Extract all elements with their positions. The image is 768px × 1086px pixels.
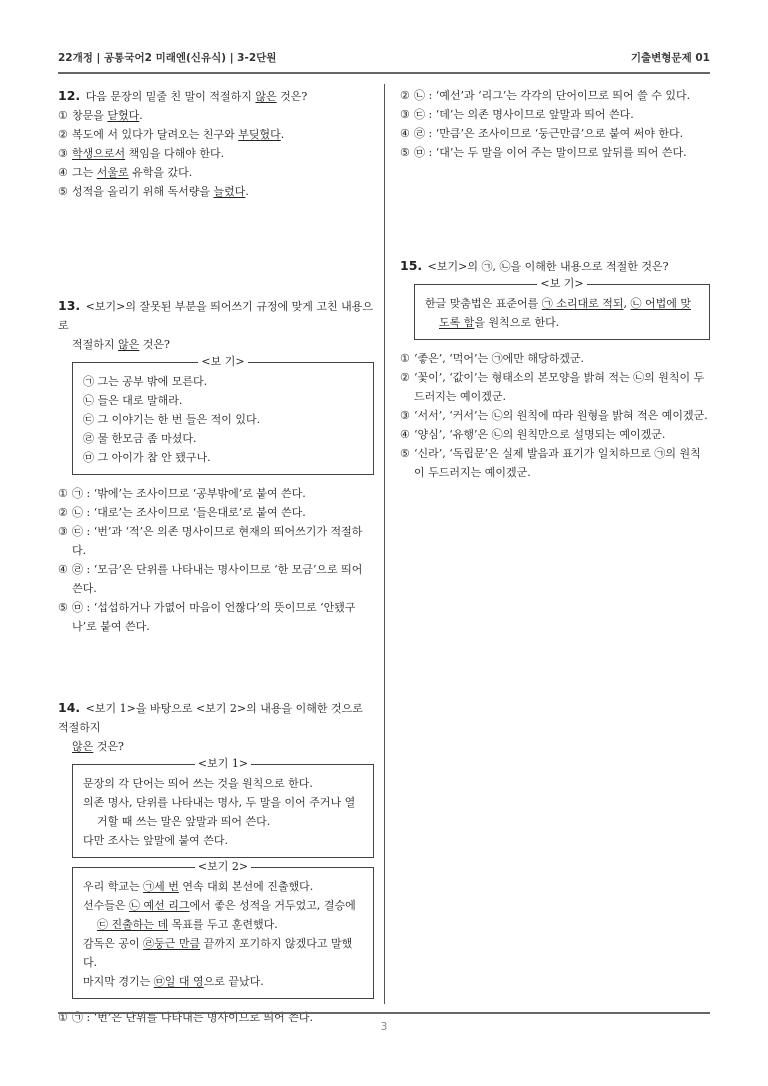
- option-marker: ④: [400, 428, 410, 441]
- box-line: 의존 명사, 단위를 나타내는 명사, 두 말을 이어 주거나 열거할 때 쓰는 말은 앞말과 띄어 쓴다.: [83, 796, 356, 828]
- question-number: 15.: [400, 258, 423, 273]
- underlined-expression: ㉡ 예선 리그: [129, 899, 190, 912]
- option-text: ‘좋은’, ‘먹어’는 ㉠에만 해당하겠군.: [414, 352, 584, 365]
- option-text: ‘서서’, ‘커서’는 ㉡의 원칙에 따라 원형을 밝혀 적은 예이겠군.: [414, 409, 708, 422]
- stem-emphasis: 않은: [72, 740, 94, 753]
- option-marker: ②: [400, 89, 410, 102]
- box-caption: <보기 2>: [73, 859, 373, 875]
- option-text: ㉡ : ‘대로’는 조사이므로 ‘들은대로’로 붙여 쓴다.: [72, 506, 306, 519]
- option-marker: ④: [400, 127, 410, 140]
- option-marker: ①: [58, 487, 68, 500]
- option-text: ㉣ : ‘모금’은 단위를 나타내는 명사이므로 ‘한 모금’으로 띄어 쓴다.: [72, 563, 363, 595]
- header-course-info: 22개정 | 공통국어2 미래엔(신유식) | 3-2단원: [58, 52, 277, 64]
- stem-emphasis: 않은: [255, 90, 277, 103]
- stem-text: <보기>의 잘못된 부분을 띄어쓰기 규정에 맞게 고친 내용으로: [58, 300, 373, 332]
- option-marker: ⑤: [58, 601, 68, 614]
- option-marker: ②: [400, 371, 410, 384]
- question-14-continued: [400, 86, 710, 162]
- option-marker: ①: [58, 1011, 68, 1024]
- option-text: ㉣ : ‘만큼’은 조사이므로 ‘둥근만큼’으로 붙여 써야 한다.: [414, 127, 684, 140]
- option-marker: ①: [400, 352, 410, 365]
- answer-option-5[interactable]: [400, 143, 710, 162]
- option-marker: ③: [58, 525, 68, 538]
- answer-option-4[interactable]: [58, 163, 374, 182]
- column-divider: [384, 84, 385, 1004]
- option-text: 창문을: [72, 109, 108, 122]
- question-13: [58, 296, 374, 636]
- question-number: 13.: [58, 298, 81, 313]
- option-text: ㉢ : ‘데’는 의존 명사이므로 앞말과 띄어 쓴다.: [414, 108, 634, 121]
- option-text: ㉢ : ‘번’과 ‘적’은 의존 명사이므로 현재의 띄어쓰기가 적절하다.: [72, 525, 363, 557]
- option-text: .: [280, 128, 285, 141]
- question-13-stem-cont: [58, 335, 374, 354]
- option-text: 그는: [72, 166, 97, 179]
- option-text: ㉤ : ‘대’는 두 말을 이어 주는 말이므로 앞뒤를 띄어 쓴다.: [414, 146, 687, 159]
- box-line: 다만 조사는 앞말에 붙여 쓴다.: [83, 834, 228, 847]
- option-marker: ②: [58, 128, 68, 141]
- answer-option-4[interactable]: [400, 124, 710, 143]
- stem-text: <보기>의 ㉠, ㉡을 이해한 내용으로 적절한 것은?: [427, 260, 669, 273]
- box-line: 문장의 각 단어는 띄어 쓰는 것을 원칙으로 한다.: [83, 777, 313, 790]
- page-number: 3: [380, 1020, 388, 1033]
- box-line: 선수들은 ㉡ 예선 리그에서 좋은 성적을 거두었고, 결승에 ㉢ 진출하는 데 목표를 두고 훈련했다.: [83, 899, 356, 931]
- question-14-stem-cont: [58, 737, 374, 756]
- answer-option-2[interactable]: [58, 125, 374, 144]
- answer-option-3[interactable]: [58, 144, 374, 163]
- stem-text: 것은?: [139, 338, 170, 351]
- box-item: ㉣ 물 한모금 좀 마셨다.: [83, 432, 197, 445]
- stem-emphasis: 않은: [118, 338, 140, 351]
- option-marker: ③: [400, 108, 410, 121]
- box-line: 한글 맞춤법은 표준어를 ㉠ 소리대로 적되, ㉡ 어법에 맞도록 함을 원칙으로 한다.: [425, 297, 691, 329]
- underlined-expression: ㉤일 대 영: [153, 975, 204, 988]
- answer-option-5[interactable]: [58, 182, 374, 201]
- option-text: 유학을 갔다.: [128, 166, 193, 179]
- option-text: ‘양심’, ‘유행’은 ㉡의 원칙만으로 설명되는 예이겠군.: [414, 428, 666, 441]
- answer-option-5[interactable]: [58, 598, 374, 636]
- footer-rule: [58, 1012, 710, 1014]
- answer-option-1[interactable]: [400, 349, 710, 368]
- question-14: [58, 698, 374, 1027]
- answer-option-1[interactable]: [58, 484, 374, 503]
- question-number: 12.: [58, 88, 81, 103]
- option-text: .: [245, 185, 249, 198]
- option-marker: ⑤: [400, 146, 410, 159]
- stem-text: 것은?: [93, 740, 124, 753]
- option-underlined: 학생으로서: [72, 147, 126, 160]
- option-marker: ①: [58, 109, 68, 122]
- option-underlined: 늘렸다: [213, 185, 246, 198]
- option-text: 성적을 올리기 위해 독서량을: [72, 185, 214, 198]
- option-underlined: 부딪혔다: [238, 128, 281, 141]
- question-13-stem: [58, 296, 374, 335]
- stem-text: 다음 문장의 밑줄 친 말이 적절하지: [85, 90, 256, 103]
- box-line: 우리 학교는 ㉠세 번 연속 대회 본선에 진출했다.: [83, 880, 314, 893]
- stem-text: <보기 1>을 바탕으로 <보기 2>의 내용을 이해한 것으로 적절하지: [58, 702, 363, 734]
- box-line: 감독은 공이 ㉣둥근 만큼 끝까지 포기하지 않겠다고 말했다.: [83, 937, 353, 969]
- box-caption: <보 기>: [73, 354, 373, 370]
- box-item: ㉠ 그는 공부 밖에 모른다.: [83, 375, 208, 388]
- question-14-stem: [58, 698, 374, 737]
- stem-text: 적절하지: [72, 338, 119, 351]
- page-header: [58, 50, 710, 66]
- option-marker: ③: [400, 409, 410, 422]
- question-12: [58, 86, 374, 201]
- option-marker: ②: [58, 506, 68, 519]
- underlined-expression: ㉣둥근 만큼: [143, 937, 201, 950]
- option-text: .: [139, 109, 143, 122]
- answer-option-3[interactable]: [58, 522, 374, 560]
- underlined-expression: ㉠ 소리대로 적되: [541, 297, 624, 310]
- option-text: 복도에 서 있다가 달려오는 친구와: [72, 128, 239, 141]
- option-text: ㉤ : ‘섭섭하거나 가엾어 마음이 언짢다’의 뜻이므로 ‘안됐구나’로 붙여 쓴다.: [72, 601, 356, 633]
- box-caption: <보 기>: [415, 276, 709, 292]
- answer-option-3[interactable]: [400, 406, 710, 425]
- option-marker: ⑤: [400, 447, 410, 460]
- example-box-1: [72, 757, 374, 858]
- option-text: ‘꽃이’, ‘값이’는 형태소의 본모양을 밝혀 적는 ㉡의 원칙이 두드러지는 예이겠군.: [414, 371, 705, 403]
- answer-option-3[interactable]: [400, 105, 710, 124]
- answer-option-4[interactable]: [400, 425, 710, 444]
- header-exam-title: 기출변형문제 01: [630, 52, 710, 64]
- example-box: [72, 355, 374, 475]
- option-marker: ⑤: [58, 185, 68, 198]
- question-12-stem: [58, 86, 374, 106]
- answer-option-2[interactable]: [400, 86, 710, 105]
- box-item: ㉢ 그 이야기는 한 번 들은 적이 있다.: [83, 413, 261, 426]
- option-marker: ④: [58, 563, 68, 576]
- answer-option-2[interactable]: [400, 368, 710, 406]
- option-text: ‘신라’, ‘독립문’은 실제 발음과 표기가 일치하므로 ㉠의 원칙이 두드러지는 예이겠군.: [414, 447, 701, 479]
- answer-option-4[interactable]: [58, 560, 374, 598]
- question-15-stem: [400, 256, 710, 276]
- box-item: ㉡ 들은 대로 말해라.: [83, 394, 183, 407]
- underlined-expression: ㉢ 진출하는 데: [97, 918, 169, 931]
- box-caption: <보기 1>: [73, 756, 373, 772]
- answer-option-1[interactable]: [58, 106, 374, 125]
- option-marker: ④: [58, 166, 68, 179]
- box-item: ㉤ 그 아이가 참 안 됐구나.: [83, 451, 211, 464]
- option-underlined: 서울로: [96, 166, 129, 179]
- question-number: 14.: [58, 700, 81, 715]
- option-text: ㉡ : ‘예선’과 ‘리그’는 각각의 단어이므로 띄어 쓸 수 있다.: [414, 89, 691, 102]
- answer-option-2[interactable]: [58, 503, 374, 522]
- underlined-expression: ㉠세 번: [143, 880, 179, 893]
- example-box-2: [72, 860, 374, 999]
- option-text: ㉠ : ‘번’은 단위를 나타내는 명사이므로 띄어 쓴다.: [72, 1011, 313, 1024]
- option-marker: ③: [58, 147, 68, 160]
- option-text: 책임을 다해야 한다.: [125, 147, 225, 160]
- stem-text: 것은?: [276, 90, 308, 103]
- box-line: 마지막 경기는 ㉤일 대 영으로 끝났다.: [83, 975, 264, 988]
- option-underlined: 닫혔다: [107, 109, 140, 122]
- question-15: [400, 256, 710, 482]
- example-box: [414, 277, 710, 340]
- underlined-expression: ㉡ 어법에 맞도록 함: [439, 297, 691, 329]
- answer-option-5[interactable]: [400, 444, 710, 482]
- option-text: ㉠ : ‘밖에’는 조사이므로 ‘공부밖에’로 붙여 쓴다.: [72, 487, 306, 500]
- header-rule: [58, 72, 710, 74]
